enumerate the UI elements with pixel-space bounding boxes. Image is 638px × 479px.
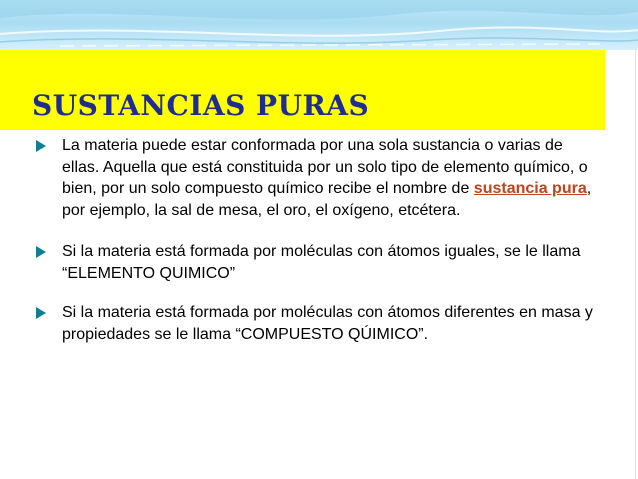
bullet-item (36, 241, 600, 284)
triangle-bullet-icon (36, 307, 46, 319)
bullet-text-end: , por ejemplo, la sal de mesa, el oro, el oxígeno, etcétera. (62, 180, 592, 219)
bullet-text: Si la materia está formada por moléculas con átomos iguales, se le llama “ELEMENTO QUIMICO” (62, 243, 581, 282)
right-border-line (635, 50, 636, 479)
highlighted-term-sustancia-pura: sustancia pura (473, 180, 587, 197)
bullet-text: Si la materia está formada por moléculas con átomos diferentes en masa y propiedades se le llama “COMPUESTO QÚIMICO”. (62, 304, 593, 343)
bullet-item (36, 302, 600, 345)
decorative-header-band (0, 0, 638, 50)
bullet-list (36, 135, 600, 361)
triangle-bullet-icon (36, 140, 46, 152)
bullet-text-start: La materia puede estar conformada por una sola sustancia o varias de ellas. Aquella que está constituida por un solo tipo de elemento químico, o bien, por un solo compuesto químico recibe el nombre de (62, 137, 588, 197)
triangle-bullet-icon (36, 246, 46, 258)
header-wave-decoration (0, 0, 638, 50)
bullet-item (36, 135, 600, 221)
slide-title: SUSTANCIAS PURAS (32, 89, 370, 122)
